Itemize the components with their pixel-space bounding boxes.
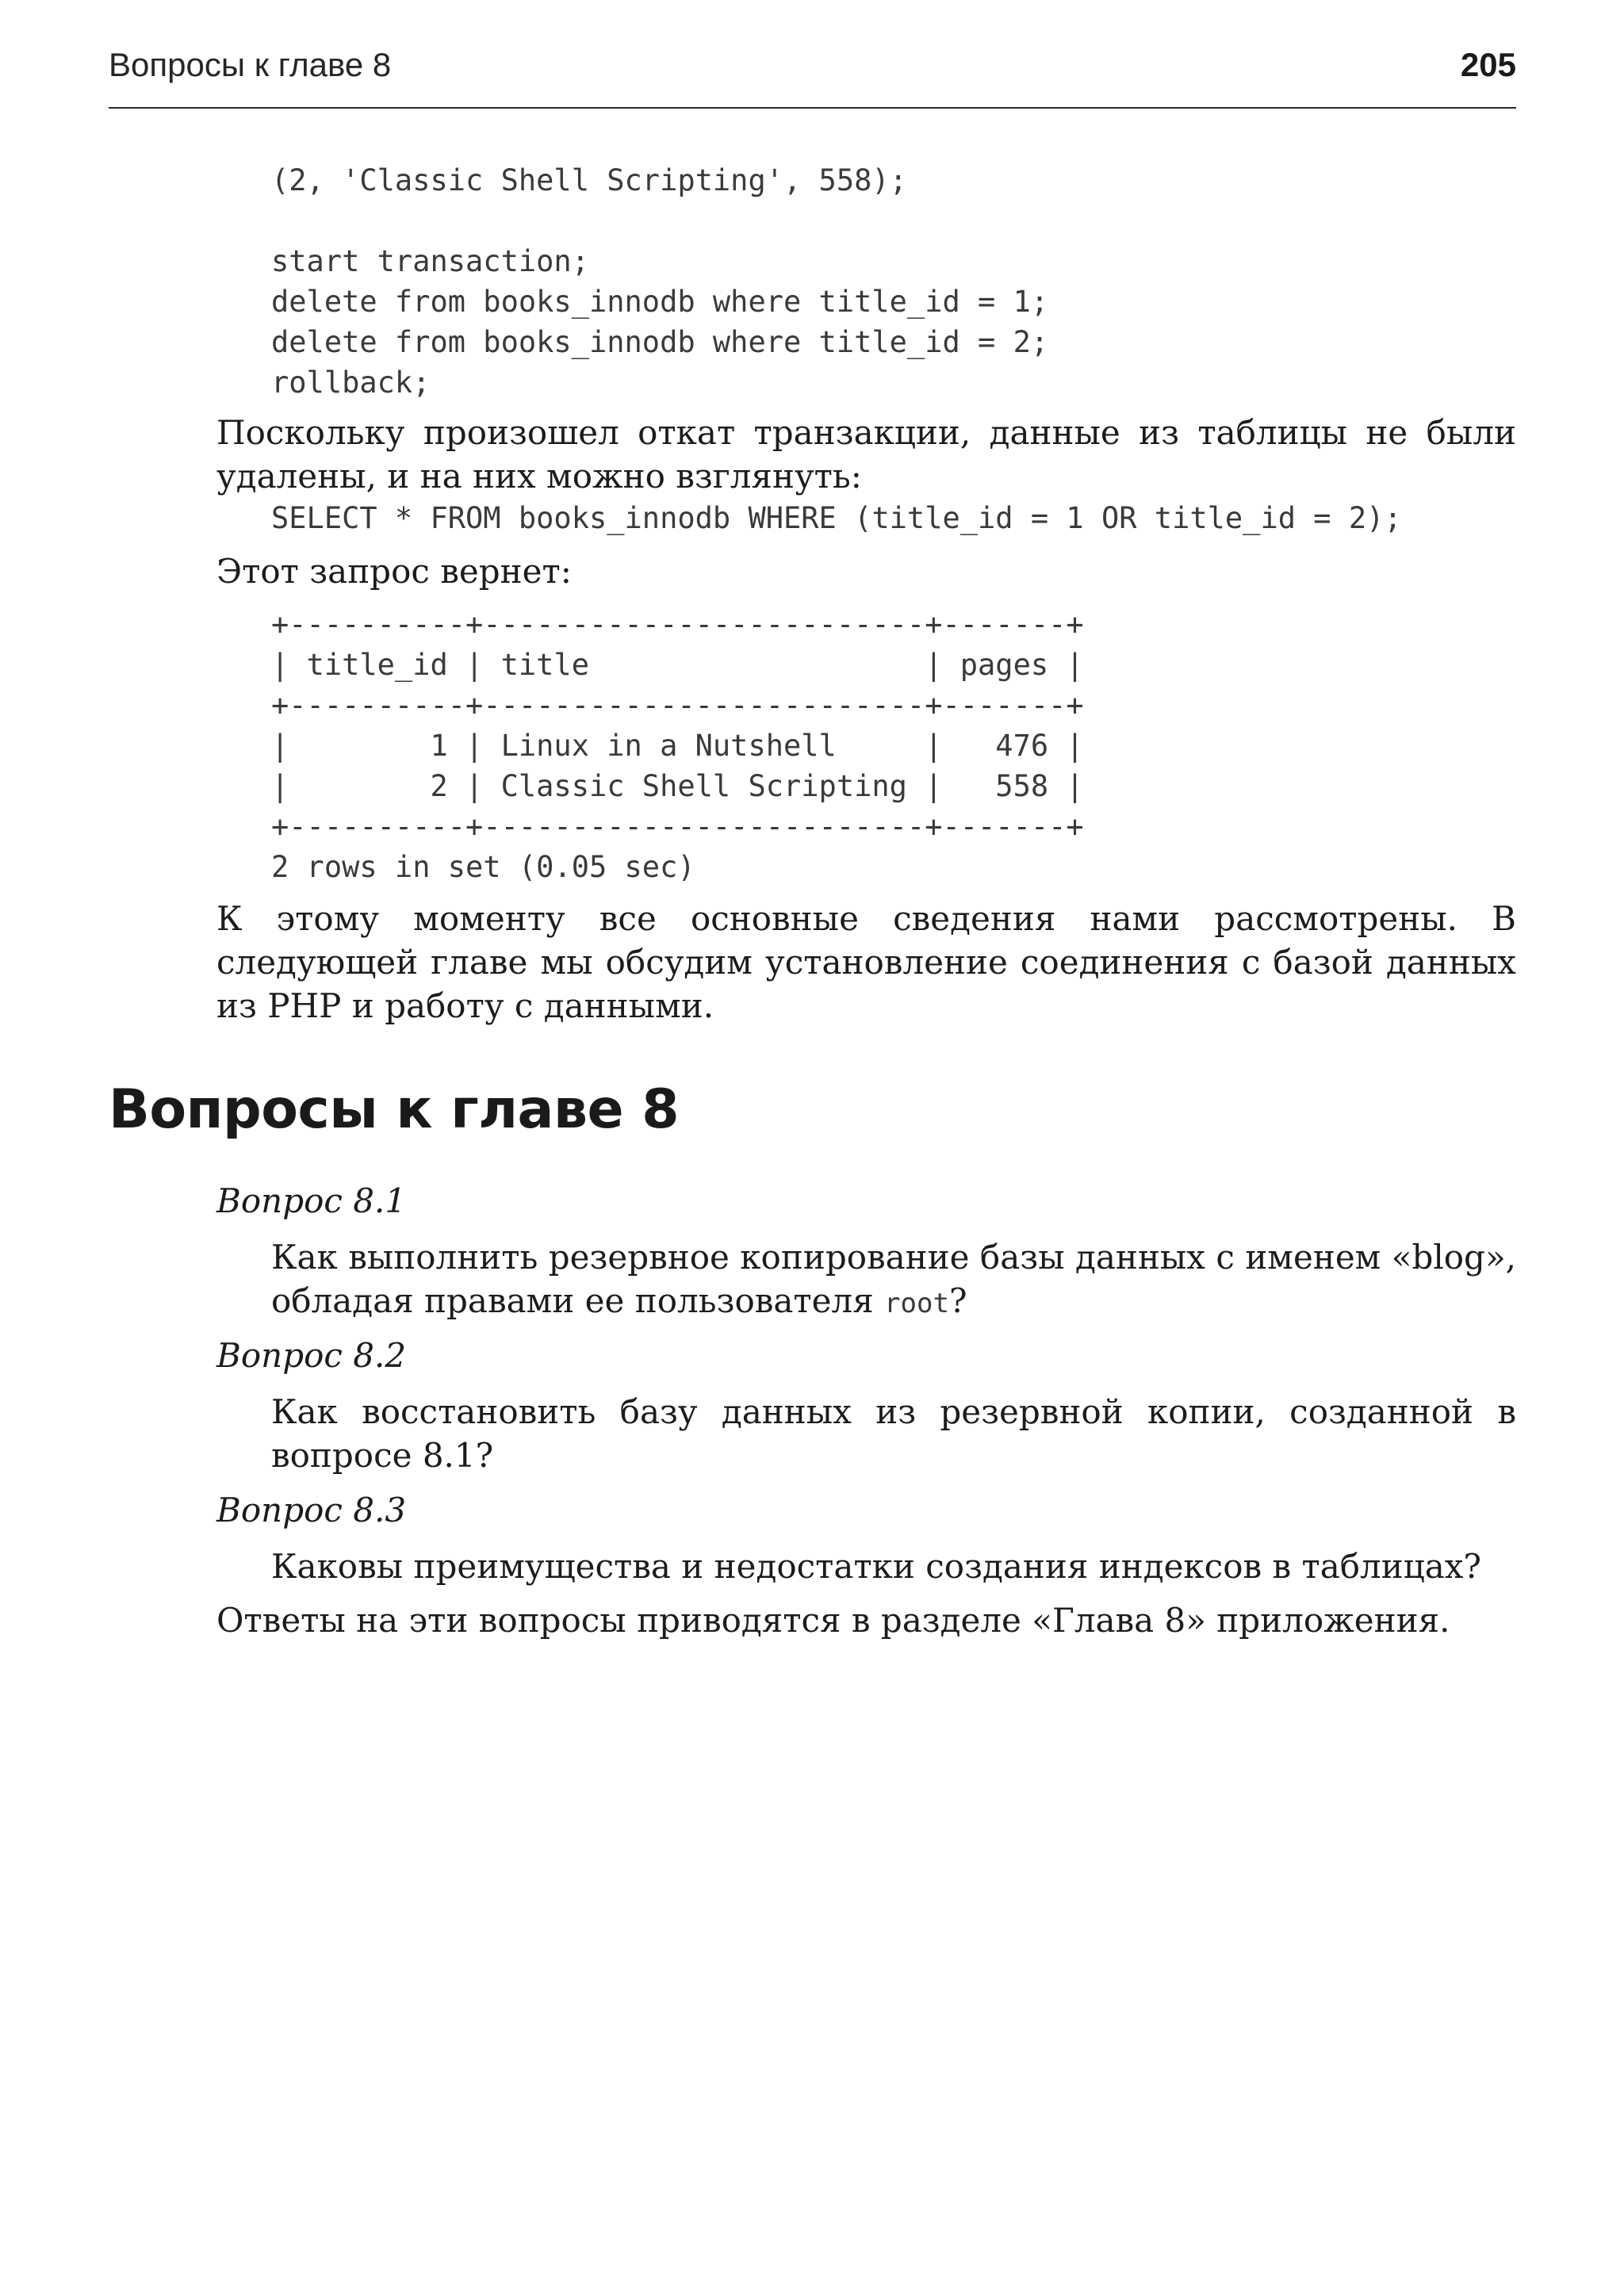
question-text-8-3: Каковы преимущества и недостатки создания индексов в таблицах? bbox=[271, 1547, 1481, 1586]
question-text-8-1-end: ? bbox=[948, 1281, 967, 1320]
paragraph-rollback: Поскольку произошел откат транзакции, данные из таблицы не были удалены, и на них можно взглянуть: bbox=[216, 413, 1516, 496]
result-data-row: | 1 | Linux in a Nutshell | 476 | bbox=[271, 729, 1084, 763]
code-line: rollback; bbox=[271, 366, 431, 400]
question-label-8-2: Вопрос 8.2 bbox=[216, 1336, 407, 1375]
question-label-8-1: Вопрос 8.1 bbox=[216, 1181, 407, 1220]
header-divider bbox=[109, 107, 1516, 109]
code-line: (2, 'Classic Shell Scripting', 558); bbox=[271, 163, 907, 197]
code-line: delete from books_innodb where title_id = 2; bbox=[271, 325, 1049, 359]
answers-note: Ответы на эти вопросы приводятся в разделе «Глава 8» приложения. bbox=[216, 1601, 1450, 1640]
inline-code-root: root bbox=[884, 1288, 949, 1319]
page-number: 205 bbox=[1460, 46, 1516, 83]
section-heading: Вопросы к главе 8 bbox=[109, 1078, 680, 1141]
result-border-line: +----------+-------------------------+-------+ bbox=[271, 810, 1084, 844]
running-header bbox=[109, 46, 1516, 86]
result-row-count: 2 rows in set (0.05 sec) bbox=[271, 850, 695, 884]
result-data-row: | 2 | Classic Shell Scripting | 558 | bbox=[271, 769, 1084, 803]
paragraph-summary: К этому моменту все основные сведения нами рассмотрены. В следующей главе мы обсудим установление соединения с базой данных из PHP и работу с данными. bbox=[216, 899, 1516, 1025]
code-line: start transaction; bbox=[271, 244, 589, 278]
question-text-8-1 bbox=[271, 1235, 1516, 1326]
result-border-line: +----------+-------------------------+-------+ bbox=[271, 688, 1084, 722]
result-border-line: +----------+-------------------------+-------+ bbox=[271, 607, 1084, 641]
question-label-8-3: Вопрос 8.3 bbox=[216, 1491, 407, 1529]
paragraph-query-returns: Этот запрос вернет: bbox=[216, 552, 572, 591]
code-line: delete from books_innodb where title_id = 1; bbox=[271, 285, 1049, 319]
question-text-8-2: Как восстановить базу данных из резервной копии, созданной в вопросе 8.1? bbox=[271, 1392, 1516, 1475]
running-header-title: Вопросы к главе 8 bbox=[109, 46, 392, 83]
code-select-query: SELECT * FROM books_innodb WHERE (title_id = 1 OR title_id = 2); bbox=[271, 501, 1402, 535]
question-text-8-1-main: Как выполнить резервное копирование базы данных с именем «blog», обладая правами ее пользователя bbox=[271, 1238, 1516, 1320]
result-header-row: | title_id | title | pages | bbox=[271, 648, 1084, 682]
